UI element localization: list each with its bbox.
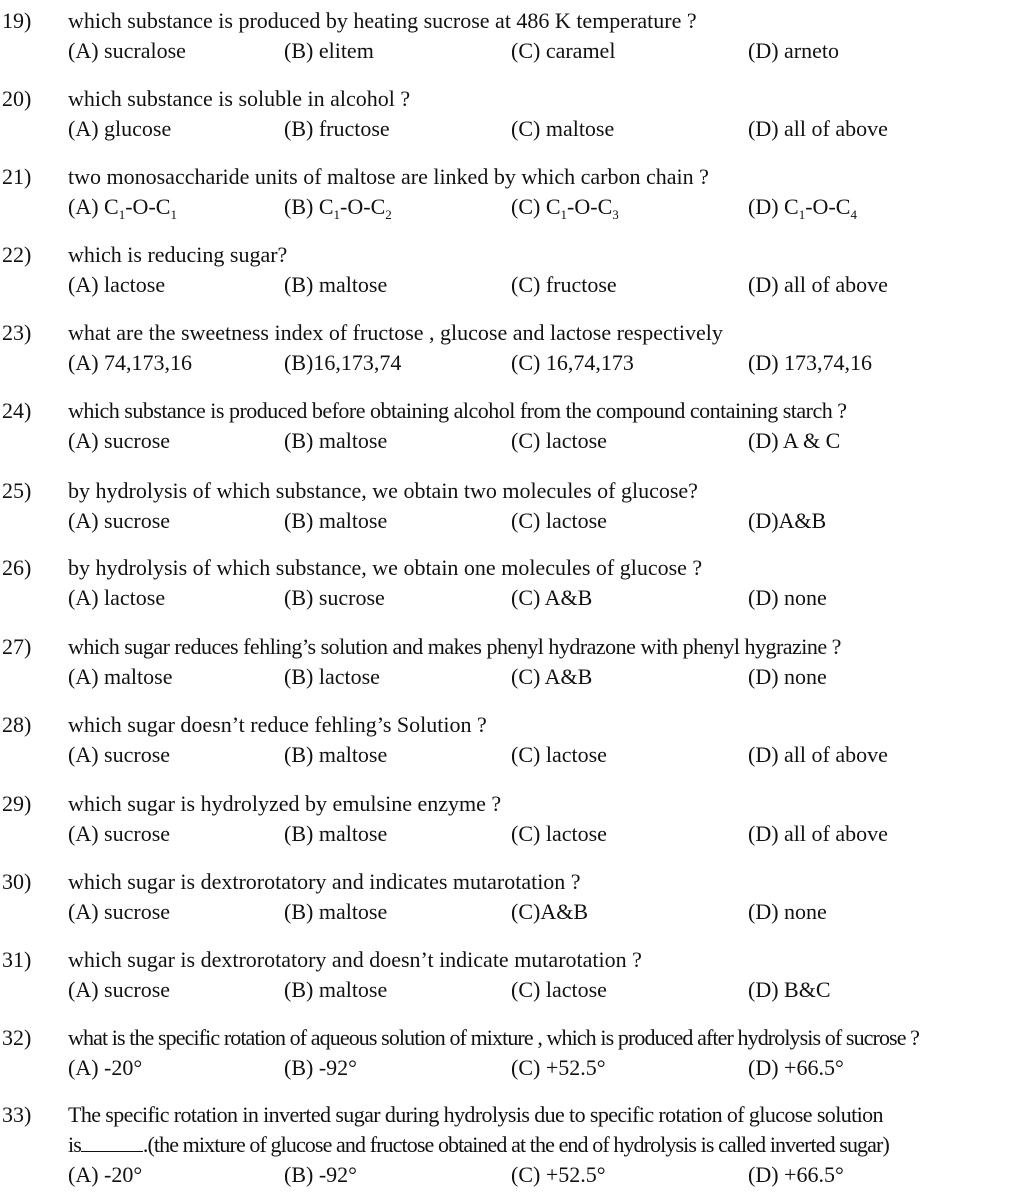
question-number: 25) xyxy=(2,478,32,503)
question-number: 21) xyxy=(2,164,32,189)
option-c: (C) 16,74,173 xyxy=(511,350,634,375)
option-a: (A) lactose xyxy=(68,585,166,610)
question-number: 19) xyxy=(2,8,32,33)
question-24 xyxy=(0,396,1024,456)
option-c: (C) $C_1-O-C_3$ xyxy=(511,194,619,222)
question-number: 30) xyxy=(2,869,32,894)
question-number: 27) xyxy=(2,634,32,659)
question-30 xyxy=(0,867,1024,927)
option-d: (D) all of above xyxy=(748,272,888,297)
question-19 xyxy=(0,6,1024,66)
option-d: (D)A&B xyxy=(748,508,827,533)
question-text: which sugar reduces fehling’s solution and makes phenyl hydrazone with phenyl hygrazine ? xyxy=(68,634,841,659)
question-text: The specific rotation in inverted sugar during hydrolysis due to specific rotation of glucose solution xyxy=(68,1102,883,1127)
option-c: (C) caramel xyxy=(511,38,616,63)
question-31 xyxy=(0,945,1024,1005)
question-text: what are the sweetness index of fructose , glucose and lactose respectively xyxy=(68,320,723,345)
option-a: (A) $C_1-O-C_1$ xyxy=(68,194,177,222)
question-32 xyxy=(0,1023,1024,1083)
option-d: (D) +66.5° xyxy=(748,1162,844,1187)
question-number: 22) xyxy=(2,242,32,267)
option-b: (B) fructose xyxy=(284,116,390,141)
question-text: by hydrolysis of which substance, we obtain one molecules of glucose ? xyxy=(68,555,703,580)
option-c: (C) A&B xyxy=(511,664,593,689)
option-d: (D) all of above xyxy=(748,821,888,846)
option-b: (B) maltose xyxy=(284,742,388,767)
option-a: (A) sucrose xyxy=(68,821,171,846)
option-b: (B) maltose xyxy=(284,899,388,924)
option-a: (A) maltose xyxy=(68,664,173,689)
question-number: 26) xyxy=(2,555,32,580)
question-text: by hydrolysis of which substance, we obtain two molecules of glucose? xyxy=(68,478,698,503)
question-text: which substance is soluble in alcohol ? xyxy=(68,86,411,111)
question-text: two monosaccharide units of maltose are linked by which carbon chain ? xyxy=(68,164,709,189)
answer-blank xyxy=(81,1133,143,1152)
option-d: (D) $C_1-O-C_4$ xyxy=(748,194,857,222)
option-a: (A) sucrose xyxy=(68,742,171,767)
option-d: (D) all of above xyxy=(748,116,888,141)
option-a: (A) sucrose xyxy=(68,428,171,453)
option-a: (A) sucralose xyxy=(68,38,186,63)
question-text: which sugar is dextrorotatory and doesn’t indicate mutarotation ? xyxy=(68,947,642,972)
question-22 xyxy=(0,240,1024,300)
question-text: which sugar is hydrolyzed by emulsine enzyme ? xyxy=(68,791,502,816)
option-c: (C) lactose xyxy=(511,508,607,533)
question-text: which substance is produced before obtaining alcohol from the compound containing starch ? xyxy=(68,398,847,423)
option-d: (D) B&C xyxy=(748,977,831,1002)
question-number: 33) xyxy=(2,1102,32,1127)
option-a: (A) -20° xyxy=(68,1162,143,1187)
question-text: which is reducing sugar? xyxy=(68,242,288,267)
option-a: (A) -20° xyxy=(68,1055,143,1080)
option-a: (A) lactose xyxy=(68,272,166,297)
option-c: (C) lactose xyxy=(511,977,607,1002)
option-c: (C) +52.5° xyxy=(511,1055,606,1080)
option-c: (C) +52.5° xyxy=(511,1162,606,1187)
question-text: what is the specific rotation of aqueous solution of mixture , which is produced after hydrolysis of sucrose ? xyxy=(68,1025,920,1050)
option-b: (B) elitem xyxy=(284,38,374,63)
question-text: which sugar doesn’t reduce fehling’s Solution ? xyxy=(68,712,487,737)
option-d: (D) +66.5° xyxy=(748,1055,844,1080)
option-c: (C) lactose xyxy=(511,428,607,453)
option-b: (B) -92° xyxy=(284,1162,357,1187)
question-26 xyxy=(0,553,1024,613)
question-20 xyxy=(0,84,1024,144)
question-number: 23) xyxy=(2,320,32,345)
option-b: (B) maltose xyxy=(284,428,388,453)
option-c: (C) maltose xyxy=(511,116,615,141)
option-d: (D) none xyxy=(748,899,827,924)
option-a: (A) sucrose xyxy=(68,899,171,924)
question-23 xyxy=(0,318,1024,378)
question-text-continued xyxy=(68,1130,889,1160)
question-29 xyxy=(0,789,1024,849)
option-c: (C) lactose xyxy=(511,821,607,846)
option-c: (C) fructose xyxy=(511,272,617,297)
question-28 xyxy=(0,710,1024,770)
option-c: (C) A&B xyxy=(511,585,593,610)
option-a: (A) glucose xyxy=(68,116,172,141)
question-21 xyxy=(0,162,1024,222)
option-d: (D) A & C xyxy=(748,428,841,453)
question-text: which sugar is dextrorotatory and indicates mutarotation ? xyxy=(68,869,581,894)
option-b: (B)16,173,74 xyxy=(284,350,402,375)
question-33 xyxy=(0,1100,1024,1190)
question-number: 24) xyxy=(2,398,32,423)
option-b: (B) maltose xyxy=(284,508,388,533)
option-a: (A) 74,173,16 xyxy=(68,350,193,375)
option-b: (B) maltose xyxy=(284,821,388,846)
option-b: (B) maltose xyxy=(284,272,388,297)
option-a: (A) sucrose xyxy=(68,977,171,1002)
option-d: (D) none xyxy=(748,585,827,610)
option-b: (B) $C_1-O-C_2$ xyxy=(284,194,392,222)
question-number: 29) xyxy=(2,791,32,816)
question-number: 20) xyxy=(2,86,32,111)
question-text-suffix: .(the mixture of glucose and fructose obtained at the end of hydrolysis is called inverted sugar) xyxy=(142,1132,889,1157)
option-a: (A) sucrose xyxy=(68,508,171,533)
option-d: (D) arneto xyxy=(748,38,840,63)
question-25 xyxy=(0,476,1024,536)
option-b: (B) lactose xyxy=(284,664,380,689)
question-text-prefix: is xyxy=(68,1132,81,1157)
option-d: (D) all of above xyxy=(748,742,888,767)
option-b: (B) sucrose xyxy=(284,585,385,610)
question-number: 31) xyxy=(2,947,32,972)
option-b: (B) maltose xyxy=(284,977,388,1002)
option-d: (D) none xyxy=(748,664,827,689)
option-c: (C)A&B xyxy=(511,899,588,924)
option-c: (C) lactose xyxy=(511,742,607,767)
question-text: which substance is produced by heating sucrose at 486 K temperature ? xyxy=(68,8,697,33)
question-27 xyxy=(0,632,1024,692)
question-number: 28) xyxy=(2,712,32,737)
option-d: (D) 173,74,16 xyxy=(748,350,873,375)
question-number: 32) xyxy=(2,1025,32,1050)
option-b: (B) -92° xyxy=(284,1055,357,1080)
